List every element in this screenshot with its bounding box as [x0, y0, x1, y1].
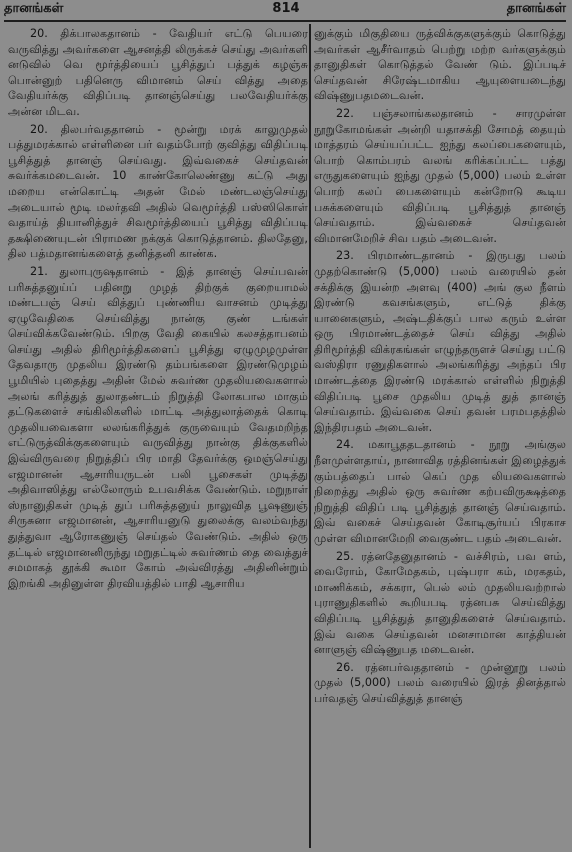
page-header	[0, 0, 572, 18]
column-divider	[309, 24, 311, 848]
entry-panchalangala-danam: 22. பஞ்சலாங்கலதானம் - சாரமுள்ள நூறுகோமங்கள் அன்றி யதாசக்தி சோமத் தையும் மாத்தரம் செய்யப்பட்ட ஐந்து கலப்பைகளையும், பொற் கொம்பரம் வலங் கரிக்கப்பட்ட பத்து எருதுகளையும் ஐந்து முதல் (5,000) பலம் உள்ள பொற் கலப் பைகளையும் கன்றோடு கூடிய பசுக்களையும் விதிப்படி பூசித்துத் தானஞ் செய்வதாம். இவ்வகைச் செய்தவன் விமானமேறிச் சிவ பதம் அடைவன்.	[314, 106, 566, 245]
entry-mahabhutaghata-danam: 24. மகாபூததடதானம் - நூறு அங்குல நீளமுள்ளதாய், நானாவித ரத்தினங்கள் இழைத்துக் கும்பத்தைப் பால் கெப் முத லியவைகளால் நிறைத்து அதில் ஒரு சுவர்ண கற்பவிருக்ஷத்தை நிறுத்தி விதிப் படி பூசித்துத் தானஞ் செய்வதாம். இவ் வகைச் செய்தவன் கோடிசூர்யப் பிரகாச முள்ள விமானமேறி வைகுண்ட பதம் அடைவன்.	[314, 438, 566, 545]
entry-tulapurusha-danam: 21. துலாபுருஷதானம் - இத் தானஞ் செய்பவன் பரிசுத்தனுய்ப் பதினறு முழத் திற்குக் குறையாமல் மண்டபஞ் செய் வித்துப் புண்ணிய வாசனம் முடித்து ஏழுவேதிகை செய்வித்து நான்கு குண் டங்கள் செய்விக்கவேண்டும். பிறகு வேதி கையில் கலசத்தாபனம் செய்து அதில் திரிமூர்த்திகளைப் பூசித்து ஏழுமுழமுள்ள தேவதாரு முதலிய இரண்டு தம்பங்களை இரண்டுமுழம் பூமியில் புதைத்து அதின் மேல் சுவர்ண முதலியவைகளால் அலங் கரித்துத் துலாதண்டம் நிறுத்தி லோகபால மாகும் தட்டுகளைச் சங்கிலிகளில் மாட்டி அத்துலாத்தைக் கொடி முதலியவைகளா லலங்கரித்துக் குருவையும் வேதமறிந்த எட்டுருத்விக்குகளையும் வருவித்து நான்கு திக்குகளில் இவ்விருவரை நிறுத்திப் பிர மாதி தேவர்க்கு ஒமஞ்செய்து எஜமானன் ஆசாரியருடன் பலி பூசைகள் முடித்து அதிவாஸித்து எல்லோரும் உபவசிக்க வேண்டும். மறுநாள் ஸ்நானுதிகள் முடித் துப் பரிசுத்தனுய் நாலுவித பூஷணுஞ் சிருசுனா எஜமானன், ஆசாரியனுடு துலைக்கு வலம்வந்து துத்துவா ஆரோகணுஞ் செய்தல் வேண்டும். அதில் ஒரு தட்டில் எஜமானனிருந்து மறுதட்டில் சுவர்ணம் தை வைத்துச் சமமாகத் தூக்கி கூமா கோம் அவ்விரத்து அதினின்றும் இறங்கி அதினுள்ள திரவியத்தில் பாதி ஆசாரிய	[8, 264, 308, 590]
entry-ratnadhenu-danam: 25. ரத்னதேனுதானம் - வச்சிரம், பவ ளம், வைரோம், கோமேதகம், புஷ்பரா கம், மரகதம், மாணிக்கம், சக்கரா, பெல் லம் முதலியவற்றால் புராணுதிகளில் கூறியபடி ரத்னபசு செய்வித்து விதிப்படி பூசித்துத் தானுதிகளைச் செய்வதாம். இவ் வகை செய்தவன் மனசாமான காத்தியன் னாளுஞ் விஷ்ணுபத மடைவன்.	[314, 549, 566, 657]
entry-tilaparvata-danam: 20. திலபர்வததானம் - மூன்று மரக் காலுமுதல் பத்துமரக்கால் எள்ளினை பர் வதம்போற் குவித்து விதிப்படி பூசித்துத் தானஞ் செய்வது. இவ்வகைச் செய்தவன் சுவர்க்கமடைவன். 10 காண்கோலெண்ணு கட்டு அது மறைய என்கொட்டி அதன் மேல் மண்டலஞ்செய்து அடையால் மூடி மலர்தவி அதில் வெமூர்த்தி பஸ்ஸிகொள் வதாய்த் தியானித்துச் சிவமூர்த்தியைப் பூசித்து விதிப்படி தக்ஷிணையுடன் பிராமண நக்குக் கொடுத்தானம். திலதேனு, தில பத்மதானங்களைத் தனித்தனி காண்க.	[8, 122, 308, 261]
header-right-title: தானங்கள்	[506, 1, 566, 16]
entry-dikpalaka-danam: 20. திக்பாலகதானம் - வேதியர் எட்டு பெயரை வருவித்து அவர்களை ஆசனத்தி லிருக்கச் செய்து அவர்களி னடுவில் வெ மூர்த்தியைப் பூசித்துப் பத்துக் கழஞ்சு பொன்னுற் பதினெரு விமானம் செய் வித்து அதை வேதியர்க்கு விதிப்படி தானஞ்செய்து பலவேதியர்க்கு அன்ன மிடவ.	[8, 27, 308, 118]
entry-brahmanda-danam: 23. பிரமாண்டதானம் - இருபது பலம் முதற்கொண்டு (5,000) பலம் வரையில் தன் சக்திக்கு இயன்ற அளவு (400) அங் குல நீளம் இரண்டு கவசங்களும், எட்டுத் திக்கு யானைகளும், அஷ்டதிக்குப் பால கரும் உள்ள ஒரு பிரமாண்டத்தைச் செய் வித்து அதில் திரிமூர்த்தி விக்ரகங்கள் எழுந்தருளச் செய்து பட்டு வஸ்திரா ரணுதிகளால் அலங்கரித்து அந்தப் பிர மாண்டத்தை இரண்டு மரக்கால் எள்ளில் நிறுத்தி விதிப்படி பூசை முதலிய முடித் துத் தானஞ் செய்வதாம். இவ்வகை செய் தவன் பரமபதத்தில் இந்திரபதம் அடைவன்.	[314, 249, 566, 434]
header-rule	[4, 20, 566, 22]
entry-continuation: னுக்கும் மிகுதியை ருத்விக்குகளுக்கும் கொடுத்து அவர்கள் ஆசீர்வாதம் பெற்று மற்ற வர்களுக்கும் தானுதிகள் கொடுத்தல் வேண் டும். இப்படிச் செய்தவன் சிரேஷ்டமாகிய ஆயுளையடைந்து விஷ்ணுபதமடைவன்.	[314, 27, 566, 103]
header-left-title: தானங்கள்	[4, 1, 64, 16]
right-column	[314, 26, 566, 848]
entry-ratnaparvata-danam: 26. ரத்னபர்வததானம் - முன்னூறு பலம் முதல் (5,000) பலம் வரையில் இரத் தினத்தால் பர்வதஞ் செய்வித்துத் தானஞ்	[314, 660, 566, 705]
page-number: 814	[272, 1, 300, 16]
left-column	[8, 26, 308, 848]
